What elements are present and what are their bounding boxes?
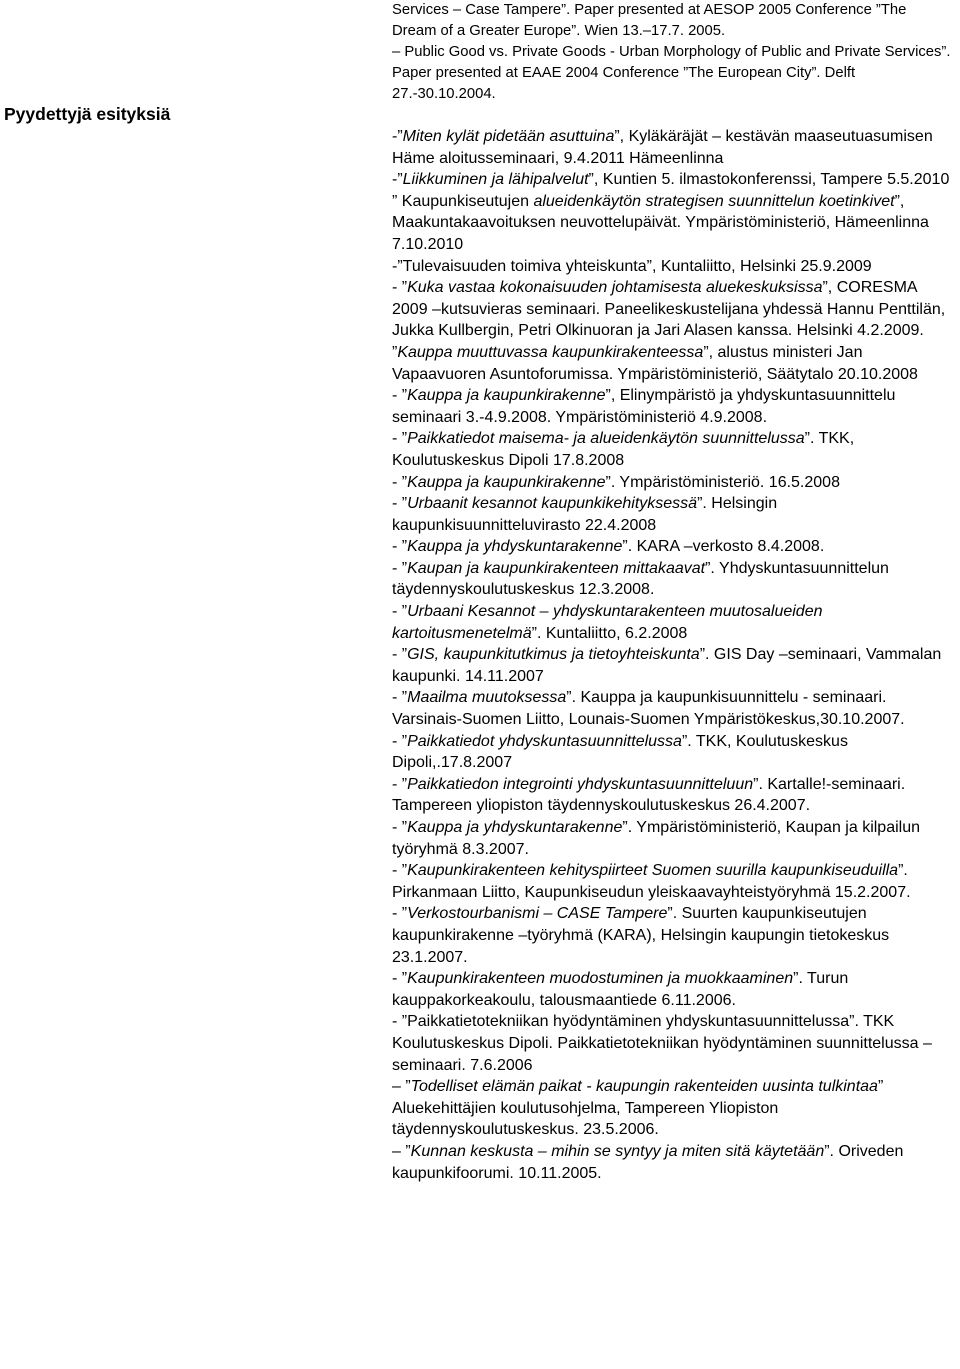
presentation-entry (392, 860, 954, 903)
entry-text: - ”Paikkatietotekniikan hyödyntäminen yhdyskuntasuunnittelussa”. TKK Koulutuskeskus Dipoli. Paikkatietotekniikan hyödyntäminen suunnittelussa – seminaari. 7.6.2006 (392, 1013, 932, 1074)
entry-text: - ” (392, 819, 408, 836)
entry-text: -” (392, 171, 403, 189)
entry-title: Urbaani Kesannot – yhdyskuntarakenteen muutosalueiden kartoitusmenetelmä (392, 603, 823, 642)
entry-title: Paikkatiedon integrointi yhdyskuntasuunnitteluun (407, 775, 754, 793)
presentation-entry (392, 558, 954, 601)
entry-text: - ” (392, 279, 408, 297)
entry-title: Kauppa ja kaupunkirakenne (407, 473, 606, 491)
entry-text: ”. Yhdyskuntasuunnittelun täydennyskoulutuskeskus 12.3.2008. (392, 559, 889, 599)
entry-text: ”. Kauppa ja kaupunkisuunnittelu - seminaari. Varsinais-Suomen Liitto, Lounais-Suomen Ympäristökeskus,30.10.2007. (392, 689, 905, 729)
presentation-entry (392, 342, 954, 385)
entry-text: - ” (392, 495, 408, 513)
presentation-entry (392, 903, 954, 968)
entry-text: ”. TKK, Koulutuskeskus Dipoli,.17.8.2007 (392, 732, 848, 772)
entry-title: Maailma muutoksessa (407, 689, 567, 707)
presentation-entry (392, 731, 954, 774)
entry-text: - ” (392, 603, 408, 621)
entry-text: - ” (392, 430, 408, 448)
presentation-entry (392, 191, 954, 256)
entry-text: ”. Ympäristöministeriö, Kaupan ja kilpailun työryhmä 8.3.2007. (392, 819, 920, 858)
presentation-entry (392, 536, 954, 558)
entry-text: ” Aluekehittäjien koulutusohjelma, Tampereen Yliopiston täydennyskoulutuskeskus. 23.5.2006. (392, 1078, 884, 1139)
entry-text: ”, CORESMA 2009 –kutsuvieras seminaari. Paneelikeskustelijana yhdessä Hannu Penttilän, Jukka Kullbergin, Petri Olkinuoran ja Jari Alasen kanssa. Helsinki 4.2.2009. (392, 279, 946, 340)
entry-title: Verkostourbanismi – CASE Tampere (407, 905, 668, 923)
presentation-entry (392, 1011, 954, 1076)
entry-text: ”, Kuntien 5. ilmastokonferenssi, Tampere 5.5.2010 (588, 171, 950, 189)
entry-text: ”, Elinympäristö ja yhdyskuntasuunnittelu seminaari 3.-4.9.2008. Ympäristöministeriö 4.9.2008. (392, 387, 896, 426)
entry-text: ”. TKK, Koulutuskeskus Dipoli 17.8.2008 (392, 430, 855, 469)
presentation-entry (392, 256, 954, 278)
presentation-entry (392, 277, 954, 342)
entry-title: Kaupunkirakenteen muodostuminen ja muokkaaminen (407, 970, 794, 988)
entry-text: Services – Case Tampere”. Paper presented at AESOP 2005 Conference ”The Dream of a Greater Europe”. Wien 13.–17.7. 2005. (392, 2, 907, 39)
entry-text: ”, Maakuntakaavoituksen neuvottelupäivät. Ympäristöministeriö, Hämeenlinna 7.10.2010 (392, 192, 929, 253)
entry-text: - ” (392, 473, 408, 491)
presentation-list (392, 0, 954, 1184)
entry-title: Urbaanit kesannot kaupunkikehityksessä (407, 495, 698, 513)
entry-title: Miten kylät pidetään asuttuina (402, 128, 615, 145)
presentation-entry (392, 0, 954, 42)
presentation-entry (392, 774, 954, 817)
entry-title: Kaupan ja kaupunkirakenteen mittakaavat (407, 559, 706, 577)
entry-text: - ” (392, 646, 408, 664)
entry-text: ”, Kyläkäräjät – kestävän maaseutuasumisen Häme aloitusseminaari, 9.4.2011 Hämeenlinna (392, 128, 933, 167)
entry-text: -” (392, 128, 403, 145)
entry-text: ” (392, 343, 398, 361)
entry-title: alueidenkäytön strategisen suunnittelun koetinkivet (533, 192, 895, 210)
entry-title: Kauppa ja yhdyskuntarakenne (407, 538, 623, 556)
entry-text: - ” (392, 775, 408, 793)
entry-text: ”. Ympäristöministeriö. 16.5.2008 (605, 473, 840, 491)
entry-text: -”Tulevaisuuden toimiva yhteiskunta”, Kuntaliitto, Helsinki 25.9.2009 (392, 257, 872, 275)
entry-title: Kaupunkirakenteen kehityspiirteet Suomen suurilla kaupunkiseuduilla (407, 862, 899, 880)
presentation-entry (392, 601, 954, 644)
entry-title: GIS, kaupunkitutkimus ja tietoyhteiskunta (407, 646, 700, 664)
presentation-entry (392, 126, 954, 169)
entry-text: ”. Turun kauppakorkeakoulu, talousmaantiede 6.11.2006. (392, 970, 849, 1009)
presentation-entry (392, 1076, 954, 1141)
entry-text: - ” (392, 970, 408, 988)
presentation-entry (392, 493, 954, 536)
presentation-entry (392, 428, 954, 471)
entry-title: Kauppa muuttuvassa kaupunkirakenteessa (397, 343, 704, 361)
entry-text: – ” (392, 1142, 411, 1160)
entry-title: Liikkuminen ja lähipalvelut (402, 171, 589, 189)
entry-text: ”. Suurten kaupunkiseutujen kaupunkirakenne –työryhmä (KARA), Helsingin kaupungin tietokeskus 23.1.2007. (392, 905, 890, 966)
entry-text: ”, alustus ministeri Jan Vapaavuoren Asuntoforumissa. Ympäristöministeriö, Säätytalo 20.10.2008 (392, 343, 918, 383)
entry-text: ”. Oriveden kaupunkifoorumi. 10.11.2005. (392, 1142, 904, 1182)
entry-text: ”. GIS Day –seminaari, Vammalan kaupunki. 14.11.2007 (392, 646, 942, 685)
entry-text: ”. KARA –verkosto 8.4.2008. (622, 538, 825, 556)
entry-text: ”. Helsingin kaupunkisuunnitteluvirasto 22.4.2008 (392, 495, 778, 534)
entry-title: Kuka vastaa kokonaisuuden johtamisesta aluekeskuksissa (407, 279, 823, 297)
entry-text: - ” (392, 689, 408, 707)
entry-text: ”. Kartalle!-seminaari. Tampereen yliopiston täydennyskoulutuskeskus 26.4.2007. (392, 775, 906, 815)
presentation-entry (392, 817, 954, 860)
presentation-entry (392, 687, 954, 730)
entry-text: ”. Kuntaliitto, 6.2.2008 (531, 624, 688, 642)
entry-text: – Public Good vs. Private Goods - Urban Morphology of Public and Private Services”. Paper presented at EAAE 2004 Conference ”The European City”. Delft 27.-30.10.2004. (392, 44, 951, 102)
entry-title: Paikkatiedot maisema- ja alueidenkäytön suunnittelussa (407, 430, 805, 448)
entry-text: – ” (392, 1078, 411, 1096)
entry-title: Paikkatiedot yhdyskuntasuunnittelussa (407, 732, 682, 750)
presentation-entry (392, 644, 954, 687)
entry-title: Kauppa ja kaupunkirakenne (407, 387, 606, 405)
entry-text: - ” (392, 387, 408, 405)
entry-title: Kauppa ja yhdyskuntarakenne (407, 819, 623, 836)
presentation-entry (392, 1141, 954, 1184)
entry-text: ”. Pirkanmaan Liitto, Kaupunkiseudun yleiskaavayhteistyöryhmä 15.2.2007. (392, 862, 911, 901)
entry-text: - ” (392, 905, 408, 923)
presentation-entry (392, 169, 954, 191)
presentation-entry (392, 472, 954, 494)
presentation-entry (392, 385, 954, 428)
entry-title: Todelliset elämän paikat - kaupungin rakenteiden uusinta tulkintaa (410, 1078, 878, 1096)
entry-title: Kunnan keskusta – mihin se syntyy ja miten sitä käytetään (410, 1142, 825, 1160)
entry-text: ” Kaupunkiseutujen (392, 192, 534, 210)
section-heading: Pyydettyjä esityksiä (4, 104, 171, 124)
presentation-entry (392, 42, 954, 105)
entry-text: - ” (392, 559, 408, 577)
presentation-entry (392, 968, 954, 1011)
entry-text: - ” (392, 862, 408, 880)
entry-text: - ” (392, 732, 408, 750)
entry-text: - ” (392, 538, 408, 556)
